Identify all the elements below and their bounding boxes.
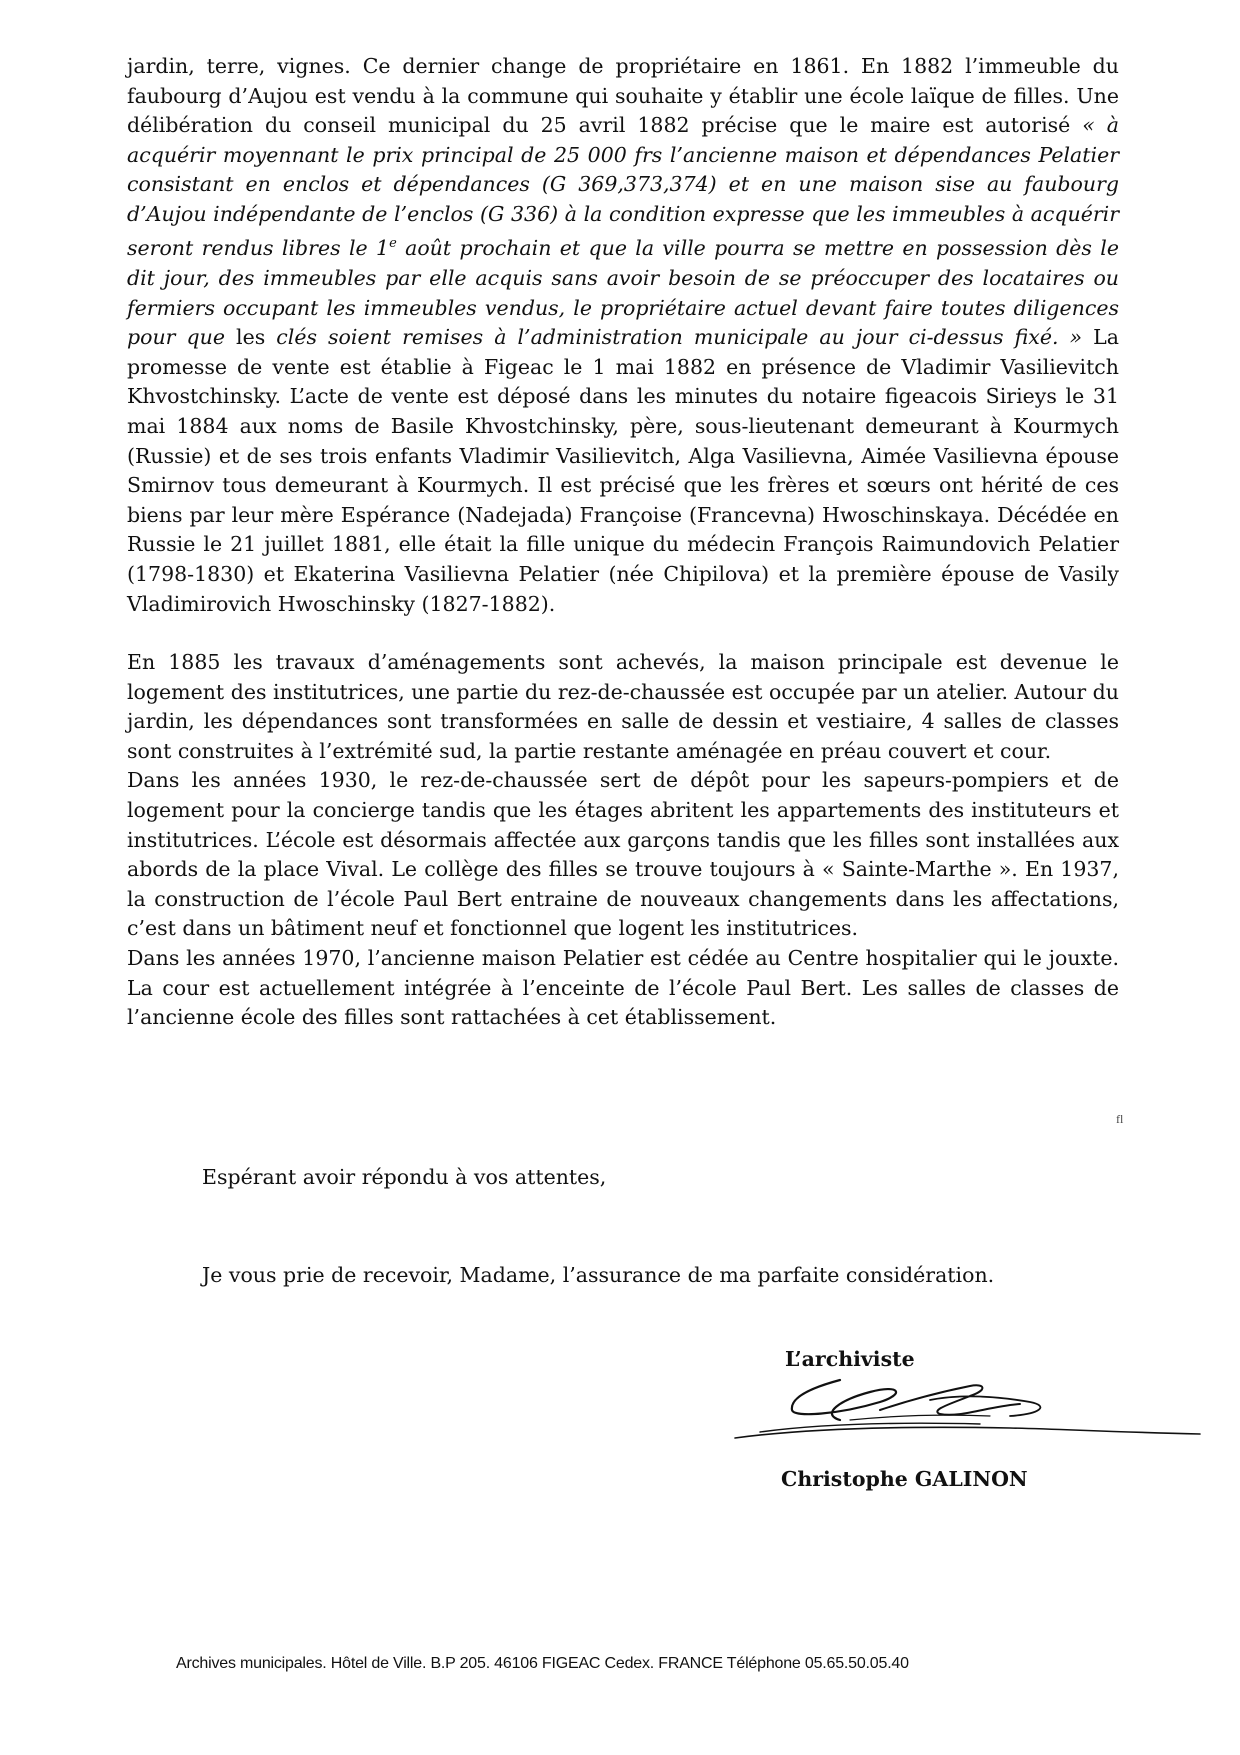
closing-regards-line: Je vous prie de recevoir, Madame, l’assurance de ma parfaite considération. <box>202 1263 995 1287</box>
letter-body <box>127 52 1119 1033</box>
quote-text: « à acquérir moyennant le prix principal de 25 000 frs l’ancienne maison et dépendances Pelatier consistant en enclos et dépendances (G 369,373,374) et en une maison sise au faubourg d’Aujou indépendante de l’enclos (G 336) à la condition expresse que les immeubles à acquérir seront rendus libres le 1 <box>127 113 1119 261</box>
paragraph-1885-works: En 1885 les travaux d’aménagements sont achevés, la maison principale est devenue le logement des institutrices, une partie du rez-de-chaussée est occupée par un atelier. Autour du jardin, les dépendances sont transformées en salle de dessin et vestiaire, 4 salles de classes sont construites à l’extrémité sud, la partie restante aménagée en préau couvert et cour. <box>127 650 1119 763</box>
paragraph-text: les <box>224 325 277 350</box>
ordinal-superscript: e <box>389 236 397 252</box>
signatory-name: Christophe GALINON <box>781 1467 1028 1491</box>
signature-title: L’archiviste <box>785 1347 915 1371</box>
paragraph-text: La promesse de vente est établie à Figeac le 1 mai 1882 en présence de Vladimir Vasilievitch Khvostchinsky. L’acte de vente est déposé dans les minutes du notaire figeacois Sirieys le 31 mai 1884 aux noms de Basile Khvostchinsky, père, sous-lieutenant demeurant à Kourmych (Russie) et de ses trois enfants Vladimir Vasilievitch, Alga Vasilievna, Aimée Vasilievna épouse Smirnov tous demeurant à Kourmych. Il est précisé que les frères et sœurs ont hérité de ces biens par leur mère Espérance (Nadejada) Françoise (Francevna) Hwoschinskaya. Décédée en Russie le 21 juillet 1881, elle était la fille unique du médecin François Raimundovich Pelatier (1798-1830) et Ekaterina Vasilievna Pelatier (née Chipilova) et la première épouse de Vasily Vladimirovich Hwoschinsky (1827-1882). <box>127 325 1119 616</box>
footer-address: Archives municipales. Hôtel de Ville. B.P 205. 46106 FIGEAC Cedex. FRANCE Téléphone 05.65.50.05.40 <box>176 1655 909 1672</box>
margin-mark: fl <box>1116 1112 1124 1126</box>
paragraph-sale-history <box>127 52 1119 619</box>
closing-hope-line: Espérant avoir répondu à vos attentes, <box>202 1165 607 1189</box>
paragraph-1970s: Dans les années 1970, l’ancienne maison Pelatier est cédée au Centre hospitalier qui le jouxte. La cour est actuellement intégrée à l’enceinte de l’école Paul Bert. Les salles de classes de l’ancienne école des filles sont rattachées à cet établissement. <box>127 946 1119 1030</box>
handwritten-signature <box>730 1370 1210 1470</box>
council-quote <box>127 113 1119 349</box>
paragraph-text: jardin, terre, vignes. Ce dernier change de propriétaire en 1861. En 1882 l’immeuble du faubourg d’Aujou est vendu à la commune qui souhaite y établir une école laïque de filles. Une délibération du conseil municipal du 25 avril 1882 précise que le maire est autorisé <box>127 54 1119 138</box>
quote-text: août prochain et que la ville pourra se mettre en possession dès le dit jour, des immeubles par elle acquis sans avoir besoin de se préoccuper des locataires ou fermiers occupant les immeubles vendus, le propriétaire actuel devant faire toutes diligences pour que <box>127 236 1119 350</box>
paragraph-1930s: Dans les années 1930, le rez-de-chaussée sert de dépôt pour les sapeurs-pompiers et de logement pour la concierge tandis que les étages abritent les appartements des instituteurs et institutrices. L’école est désormais affectée aux garçons tandis que les filles sont installées aux abords de la place Vival. Le collège des filles se trouve toujours à « Sainte-Marthe ». En 1937, la construction de l’école Paul Bert entraine de nouveaux changements dans les affectations, c’est dans un bâtiment neuf et fonctionnel que logent les institutrices. <box>127 768 1119 941</box>
council-quote-end: clés soient remises à l’administration municipale au jour ci-dessus fixé. » <box>276 325 1083 350</box>
